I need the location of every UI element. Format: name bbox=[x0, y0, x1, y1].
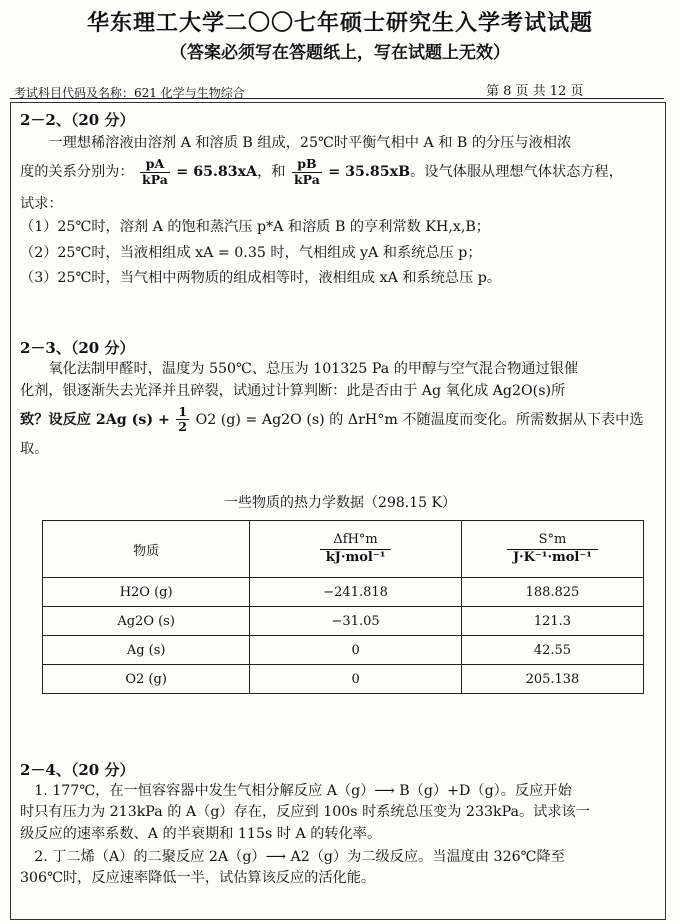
q2-2-heading: 2－2、（20 分） bbox=[20, 111, 135, 129]
subject-code: 考试科目代码及名称：621 化学与生物综合 bbox=[14, 86, 245, 100]
q2-3-line4: 取。 bbox=[20, 441, 49, 458]
header-enthalpy bbox=[250, 521, 462, 578]
eq2-numerator: pB bbox=[292, 157, 322, 172]
half-denominator: 2 bbox=[178, 418, 188, 434]
q2-3-line3-prefix: 致？设反应 2Ag (s) + bbox=[20, 411, 170, 428]
cell-enthalpy: −241.818 bbox=[250, 578, 462, 607]
q2-2-item1: （1）25℃时，溶剂 A 的饱和蒸汽压 p*A 和溶质 B 的亨利常数 KH,x,B； bbox=[20, 219, 490, 236]
q2-2-ask: 试求： bbox=[20, 196, 63, 213]
cell-entropy: 121.3 bbox=[461, 607, 643, 636]
header-entropy bbox=[461, 521, 643, 578]
cell-enthalpy: 0 bbox=[250, 636, 462, 665]
q2-4-p2-line1: 2. 丁二烯（A）的二聚反应 2A（g）⟶ A2（g）为二级反应。当温度由 326℃降至 bbox=[34, 848, 565, 865]
table-row bbox=[43, 607, 644, 636]
table-row bbox=[43, 665, 644, 694]
entropy-fraction bbox=[507, 532, 598, 567]
enthalpy-unit: kJ·mol⁻¹ bbox=[325, 549, 386, 565]
eq2-denominator: kPa bbox=[294, 171, 320, 187]
q2-2-intro-line1: 一理想稀溶液由溶剂 A 和溶质 B 组成，25℃时平衡气相中 A 和 B 的分压与液相浓 bbox=[48, 135, 572, 152]
page-info: 第 8 页 共 12 页 bbox=[486, 84, 584, 99]
cell-enthalpy: 0 bbox=[250, 665, 462, 694]
half-numerator: 1 bbox=[178, 403, 188, 419]
eq1-rhs: = 65.83xA bbox=[176, 164, 258, 181]
q2-2-item3: （3）25℃时，当气相中两物质的组成相等时，液相组成 xA 和系统总压 p。 bbox=[20, 269, 502, 286]
entropy-symbol: S°m bbox=[507, 532, 598, 550]
enthalpy-fraction bbox=[320, 532, 392, 567]
eq1-numerator: pA bbox=[140, 157, 170, 172]
question-2-3 bbox=[20, 338, 660, 460]
q2-2-item2: （2）25℃时，当液相组成 xA = 0.35 时，气相组成 yA 和系统总压 p； bbox=[20, 244, 482, 261]
q2-3-line2: 化剂，银逐渐失去光泽并且碎裂，试通过计算判断：此是否由于 Ag 氧化成 Ag2O(s)所 bbox=[20, 383, 566, 400]
header-rule bbox=[10, 98, 664, 99]
q2-2-intro-prefix: 度的关系分别为： bbox=[20, 164, 134, 181]
entropy-unit: J·K⁻¹·mol⁻¹ bbox=[512, 549, 592, 565]
table-row bbox=[43, 636, 644, 665]
q2-3-line3-suffix: O2 (g) = Ag2O (s) 的 ΔrH°m 不随温度而变化。所需数据从下表中选 bbox=[195, 411, 644, 428]
enthalpy-symbol: ΔfH°m bbox=[320, 532, 392, 550]
q2-2-intro-suffix: 。设气体服从理想气体状态方程， bbox=[410, 164, 623, 181]
eq-separator: ，和 bbox=[257, 164, 286, 181]
cell-enthalpy: −31.05 bbox=[250, 607, 462, 636]
q2-4-p1-line3: 级反应的速率系数、A 的半衰期和 115s 时 A 的转化率。 bbox=[20, 825, 382, 842]
q2-3-line1: 氧化法制甲醛时，温度为 550℃、总压为 101325 Pa 的甲醇与空气混合物通过银催 bbox=[48, 361, 579, 378]
eq1-fraction bbox=[140, 157, 170, 187]
eq1-denominator: kPa bbox=[142, 171, 168, 187]
cell-entropy: 188.825 bbox=[461, 578, 643, 607]
cell-substance: O2 (g) bbox=[43, 665, 250, 694]
exam-title: 华东理工大学二〇〇七年硕士研究生入学考试试题 bbox=[86, 10, 593, 36]
cell-substance: H2O (g) bbox=[43, 578, 250, 607]
q2-2-intro-line2 bbox=[20, 157, 660, 187]
cell-substance: Ag (s) bbox=[43, 636, 250, 665]
cell-entropy: 205.138 bbox=[461, 665, 643, 694]
cell-entropy: 42.55 bbox=[461, 636, 643, 665]
question-2-4 bbox=[20, 760, 660, 888]
table-header-row bbox=[43, 521, 644, 578]
exam-subtitle: （答案必须写在答题纸上，写在试题上无效） bbox=[170, 43, 510, 63]
table-row bbox=[43, 578, 644, 607]
q2-3-heading: 2－3、（20 分） bbox=[20, 339, 135, 357]
thermo-data-table bbox=[42, 520, 644, 694]
eq2-fraction bbox=[292, 157, 322, 187]
header-substance: 物质 bbox=[43, 521, 250, 578]
table-caption: 一些物质的热力学数据（298.15 K） bbox=[224, 495, 456, 511]
q2-4-p2-line2: 306℃时，反应速率降低一半，试估算该反应的活化能。 bbox=[20, 869, 376, 886]
cell-substance: Ag2O (s) bbox=[43, 607, 250, 636]
q2-4-heading: 2－4、（20 分） bbox=[20, 761, 135, 779]
question-2-2 bbox=[20, 110, 660, 288]
q2-4-p1-line1: 1. 177℃，在一恒容容器中发生气相分解反应 A（g）⟶ B（g）+D（g）。反应开始 bbox=[34, 783, 572, 800]
half-fraction bbox=[176, 405, 189, 435]
eq2-rhs: = 35.85xB bbox=[328, 164, 411, 181]
q2-3-line3 bbox=[20, 405, 660, 435]
q2-4-p1-line2: 时只有压力为 213kPa 的 A（g）存在，反应到 100s 时系统总压变为 233kPa。试求该一 bbox=[20, 804, 590, 821]
